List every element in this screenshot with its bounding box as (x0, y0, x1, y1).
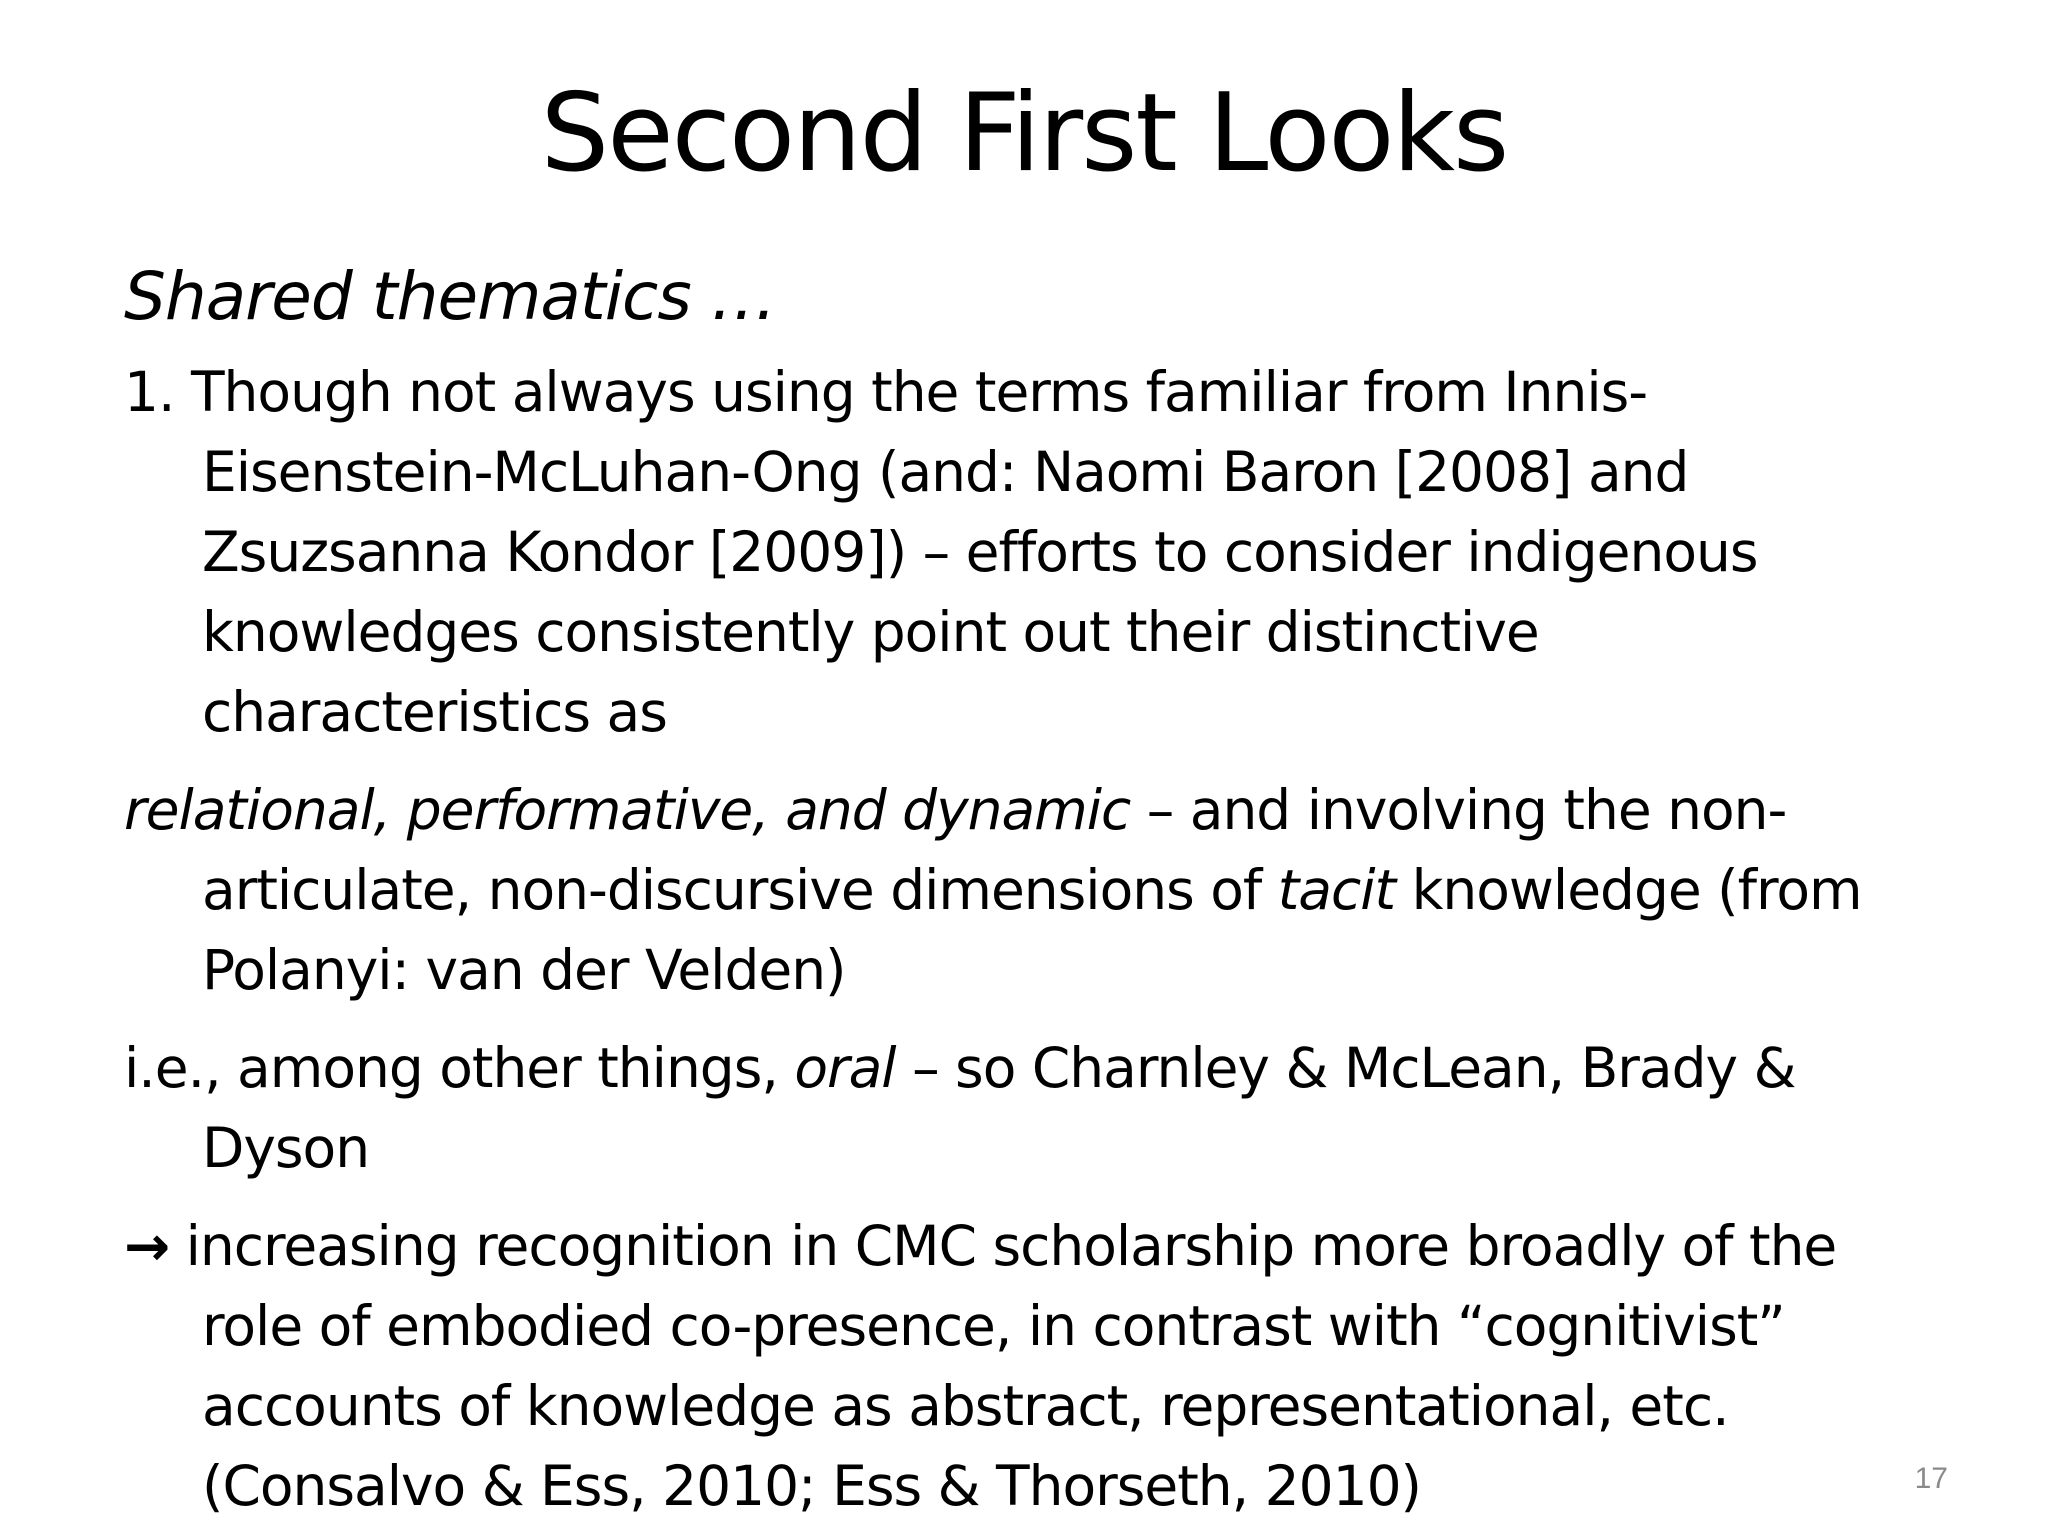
paragraph-2-text-b: knowledge (from Polanyi: van der Velden) (202, 858, 1862, 1002)
paragraph-3-text-a: i.e., among other things, (124, 1036, 795, 1100)
paragraph-3 (124, 1028, 1924, 1188)
paragraph-2-italic-lead: relational, performative, and dynamic (124, 778, 1131, 842)
paragraph-1 (124, 352, 1924, 752)
paragraph-2-text-a: – and involving the non-articulate, non-discursive dimensions of (202, 778, 1787, 922)
slide-title: Second First Looks (540, 71, 1508, 196)
paragraph-4 (124, 1206, 1924, 1526)
paragraph-2-italic-mid: tacit (1277, 858, 1396, 922)
paragraph-1-text: 1. Though not always using the terms familiar from Innis-Eisenstein-McLuhan-Ong (and: Naomi Baron [2008] and Zsuzsanna Kondor [2009]) – efforts to consider indigenous knowledges consistently point out their distinctive characteristics as (124, 360, 1758, 744)
paragraph-2 (124, 770, 1924, 1010)
paragraph-3-italic-mid: oral (794, 1036, 896, 1100)
slide-body (124, 252, 1924, 1536)
page-number: 17 (1914, 1462, 1948, 1495)
paragraph-3-text-b: – so Charnley & McLean, Brady & Dyson (202, 1036, 1796, 1180)
paragraph-4-text: increasing recognition in CMC scholarship more broadly of the role of embodied co-presence, in contrast with “cognitivist” accounts of knowledge as abstract, representational, etc. (Consalvo & Ess, 2010; Ess & Thorseth, 2010) (169, 1214, 1837, 1518)
arrow-right-icon: → (124, 1214, 170, 1278)
slide-subtitle: Shared thematics … (124, 258, 776, 335)
